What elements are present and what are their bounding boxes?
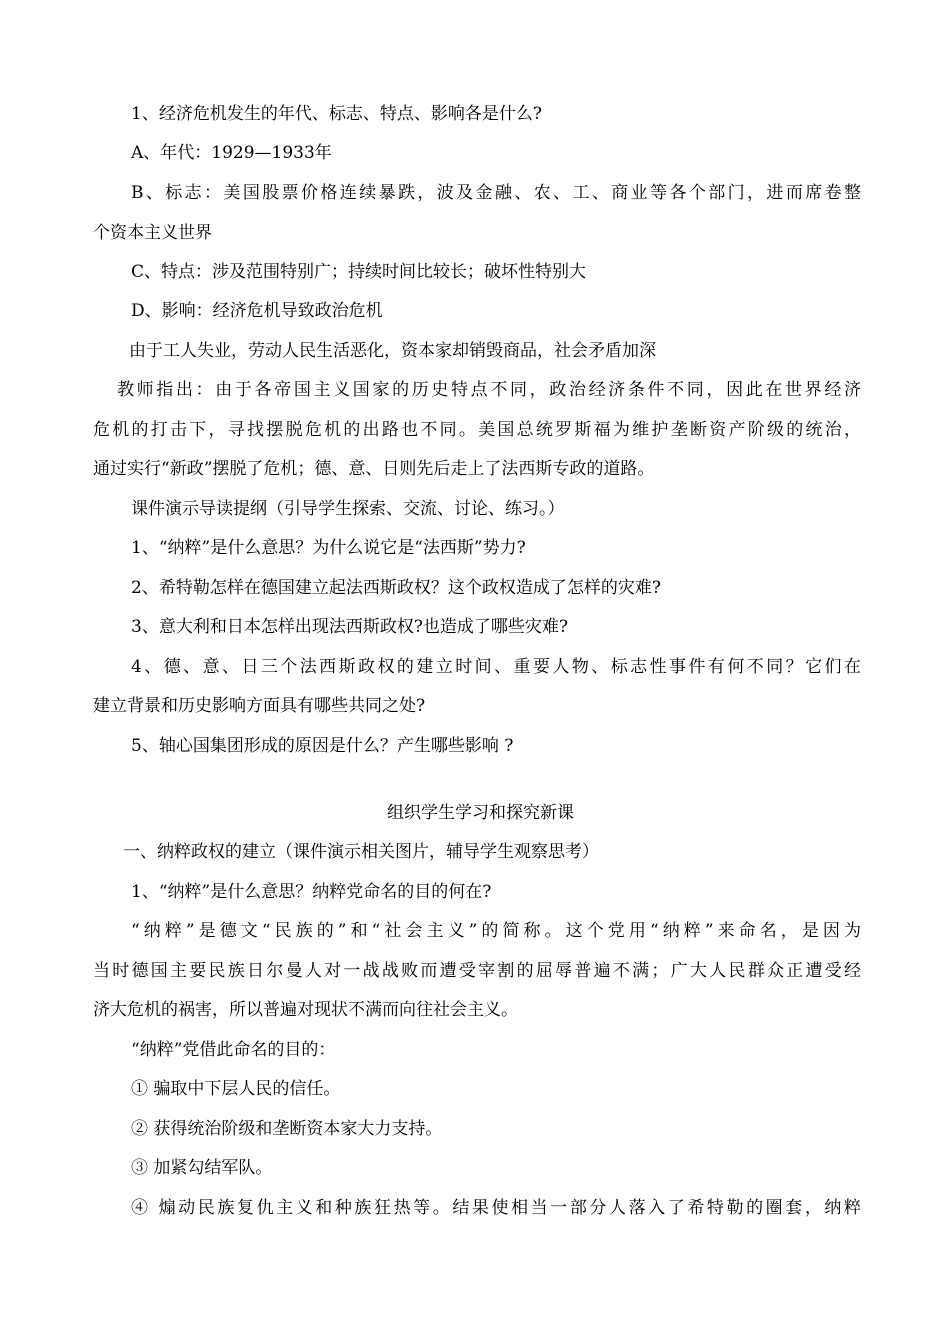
purpose-item-4: ④ 煽动民族复仇主义和种族狂热等。结果使相当一部分人落入了希特勒的圈套，纳粹 — [131, 1198, 861, 1218]
nazi-explanation-cont-1: 当时德国主要民族日尔曼人对一战战败而遭受宰割的屈辱普遍不满；广大人民群众正遭受经 — [93, 961, 861, 981]
outline-q1: 1、“纳粹”是什么意思？为什么说它是“法西斯”势力? — [131, 538, 526, 558]
question-1: 1、经济危机发生的年代、标志、特点、影响各是什么? — [131, 104, 542, 124]
outline-q2: 2、希特勒怎样在德国建立起法西斯政权？这个政权造成了怎样的灾难? — [131, 578, 661, 598]
teacher-note-cont-1: 危机的打击下，寻找摆脱危机的出路也不同。美国总统罗斯福为维护垄断资产阶级的统治， — [93, 420, 861, 440]
purpose-item-1: ① 骗取中下层人民的信任。 — [131, 1079, 341, 1099]
purpose-item-2: ② 获得统治阶级和垄断资本家大力支持。 — [131, 1119, 443, 1139]
section-one-title: 一、纳粹政权的建立（课件演示相关图片，辅导学生观察思考） — [123, 842, 599, 862]
outline-q4-cont: 建立背景和历史影响方面具有哪些共同之处? — [93, 696, 426, 716]
answer-b-sign-cont: 个资本主义世界 — [93, 223, 212, 243]
naming-purpose-heading: “纳粹”党借此命名的目的： — [131, 1040, 336, 1060]
purpose-item-3: ③ 加紧勾结军队。 — [131, 1158, 273, 1178]
outline-q4: 4、德、意、日三个法西斯政权的建立时间、重要人物、标志性事件有何不同？它们在 — [131, 657, 861, 677]
nazi-explanation: “纳粹”是德文“民族的”和“社会主义”的简称。这个党用“纳粹”来命名，是因为 — [131, 921, 861, 941]
outline-q5: 5、轴心国集团形成的原因是什么？产生哪些影响 ? — [131, 736, 514, 756]
answer-c-feature: C、特点：涉及范围特别广；持续时间比较长；破坏性特别大 — [131, 262, 587, 282]
outline-q3: 3、意大利和日本怎样出现法西斯政权?也造成了哪些灾难? — [131, 617, 569, 637]
nazi-explanation-cont-2: 济大危机的祸害，所以普遍对现状不满而向往社会主义。 — [93, 1000, 518, 1020]
answer-b-sign: B、标志：美国股票价格连续暴跌，波及金融、农、工、商业等各个部门，进而席卷整 — [131, 183, 861, 203]
teacher-note-cont-2: 通过实行“新政”摆脱了危机；德、意、日则先后走上了法西斯专政的道路。 — [93, 459, 655, 479]
impact-detail: 由于工人失业，劳动人民生活恶化，资本家却销毁商品，社会矛盾加深 — [129, 341, 656, 361]
answer-a-year: A、年代：1929—1933年 — [131, 143, 332, 163]
section-one-q1: 1、“纳粹”是什么意思？纳粹党命名的目的何在? — [131, 882, 492, 902]
teacher-note: 教师指出：由于各帝国主义国家的历史特点不同，政治经济条件不同，因此在世界经济 — [117, 380, 861, 400]
outline-heading: 课件演示导读提纲（引导学生探索、交流、讨论、练习。） — [131, 499, 565, 519]
section-heading: 组织学生学习和探究新课 — [387, 803, 574, 823]
answer-d-impact: D、影响：经济危机导致政治危机 — [131, 301, 383, 321]
